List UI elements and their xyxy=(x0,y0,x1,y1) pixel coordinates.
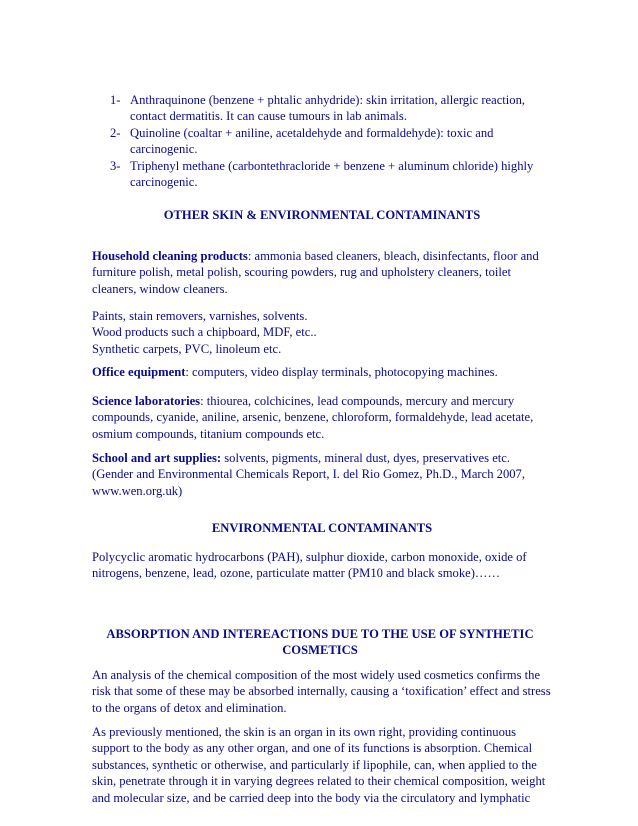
list-item-number: 2- xyxy=(110,125,121,140)
heading-other-contaminants: OTHER SKIN & ENVIRONMENTAL CONTAMINANTS xyxy=(163,208,481,222)
school-text: solvents, pigments, mineral dust, dyes, preservatives etc. (Gender and Environmental Chemicals Report, I. del Rio Gomez, Ph.D., March 2007, www.wen.org.uk) xyxy=(92,451,525,498)
list-item xyxy=(110,158,540,191)
list-item-text: Quinoline (coaltar + aniline, acetaldehyde and formaldehyde): toxic and carcinogenic. xyxy=(130,125,494,157)
list-item-text: Triphenyl methane (carbontethracloride + benzene + aluminum chloride) highly carcinogenic. xyxy=(130,158,534,190)
household-paragraph xyxy=(92,248,552,297)
heading-absorption: ABSORPTION AND INTEREACTIONS DUE TO THE USE OF SYNTHETIC COSMETICS xyxy=(106,627,534,658)
science-label: Science laboratories xyxy=(92,394,201,408)
paints-line: Paints, stain removers, varnishes, solvents. xyxy=(92,309,308,323)
absorption-paragraph-1: An analysis of the chemical composition of the most widely used cosmetics confirms the risk that some of these may be absorbed internally, causing a ‘toxification’ effect and stress to the organs of detox and elimination. xyxy=(92,668,551,715)
absorption-paragraph-2: As previously mentioned, the skin is an organ in its own right, providing continuous support to the body as any other organ, and one of its functions is absorption. Chemical substances, synthetic or otherwise, and particularly if lipophile, can, when applied to the skin, penetrate through it in varying degrees related to their chemical composition, weight and molecular size, and be carried deep into the body via the circulatory and lymphatic xyxy=(92,725,546,805)
office-text: : computers, video display terminals, photocopying machines. xyxy=(185,365,498,379)
science-paragraph xyxy=(92,393,552,442)
household-text: : ammonia based cleaners, bleach, disinfectants, floor and furniture polish, metal polish, scouring powders, rug and upholstery cleaners, toilet cleaners, window cleaners. xyxy=(92,249,539,296)
science-text: : thiourea, colchicines, lead compounds, mercury and mercury compounds, cyanide, aniline, arsenic, benzene, chloroform, formaldehyde, lead acetate, osmium compounds, titanium compounds etc. xyxy=(92,394,534,441)
list-item-number: 1- xyxy=(110,93,121,107)
office-paragraph xyxy=(92,364,552,380)
list-item-number: 3- xyxy=(110,158,121,173)
list-item xyxy=(110,92,540,125)
heading-environmental-contaminants: ENVIRONMENTAL CONTAMINANTS xyxy=(211,521,433,535)
list-item-text: Anthraquinone (benzene + phtalic anhydride): skin irritation, allergic reaction, contact dermatitis. It can cause tumours in lab animals. xyxy=(130,93,526,124)
paints-paragraph xyxy=(92,308,552,357)
environmental-paragraph: Polycyclic aromatic hydrocarbons (PAH), sulphur dioxide, carbon monoxide, oxide of nitrogens, benzene, lead, ozone, particulate matter (PM10 and black smoke)…… xyxy=(92,550,527,581)
carpets-line: Synthetic carpets, PVC, linoleum etc. xyxy=(92,341,282,356)
school-paragraph xyxy=(92,450,552,499)
wood-line: Wood products such a chipboard, MDF, etc.. xyxy=(92,325,317,340)
toxins-numbered-list xyxy=(110,92,540,190)
household-label: Household cleaning products xyxy=(92,249,248,263)
school-label: School and art supplies: xyxy=(92,451,222,465)
office-label: Office equipment xyxy=(92,365,186,379)
list-item xyxy=(110,125,540,158)
